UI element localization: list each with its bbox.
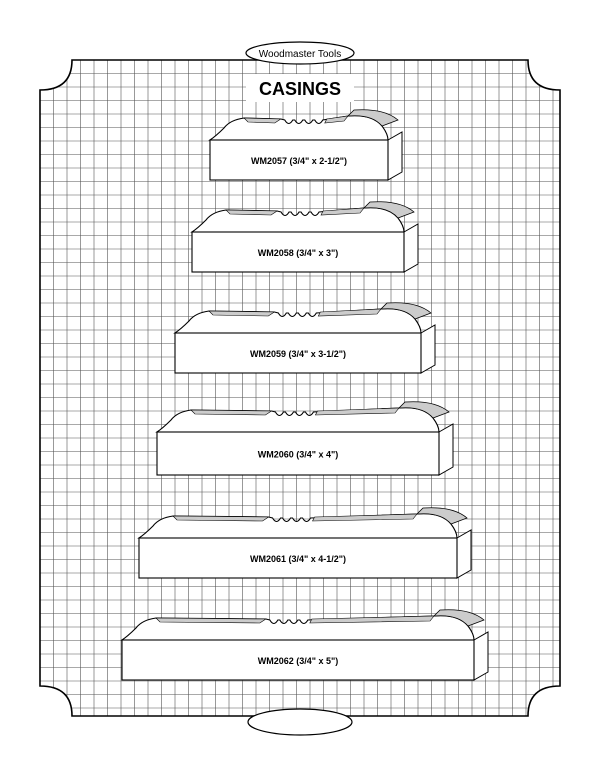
molding-bevel-shade	[226, 210, 277, 215]
molding-end-face	[421, 325, 435, 373]
molding-end-face	[404, 224, 418, 272]
molding-label: WM2061 (3/4" x 4-1/2")	[249, 554, 347, 564]
molding-label: WM2062 (3/4" x 5")	[257, 656, 339, 666]
molding-bevel-shade	[156, 618, 266, 623]
molding-end-face	[457, 530, 471, 578]
molding-label: WM2059 (3/4" x 3-1/2")	[249, 349, 347, 359]
bottom-oval	[248, 709, 352, 735]
brand-name: Woodmaster Tools	[258, 49, 342, 60]
molding-end-face	[474, 632, 488, 680]
page-title: CASINGS	[258, 79, 342, 99]
molding-bevel-shade	[209, 311, 274, 316]
molding-label: WM2060 (3/4" x 4")	[257, 449, 339, 460]
molding-wm2060	[157, 402, 453, 475]
molding-end-face	[439, 424, 453, 475]
title-block	[246, 74, 354, 102]
molding-bevel-shade	[191, 410, 271, 415]
molding-bevel-shade	[244, 118, 281, 123]
brand-badge	[246, 42, 354, 64]
molding-end-face	[388, 132, 402, 180]
molding-label: WM2057 (3/4" x 2-1/2")	[250, 156, 348, 166]
molding-label: WM2058 (3/4" x 3")	[257, 248, 339, 258]
molding-bevel-shade	[173, 516, 269, 521]
